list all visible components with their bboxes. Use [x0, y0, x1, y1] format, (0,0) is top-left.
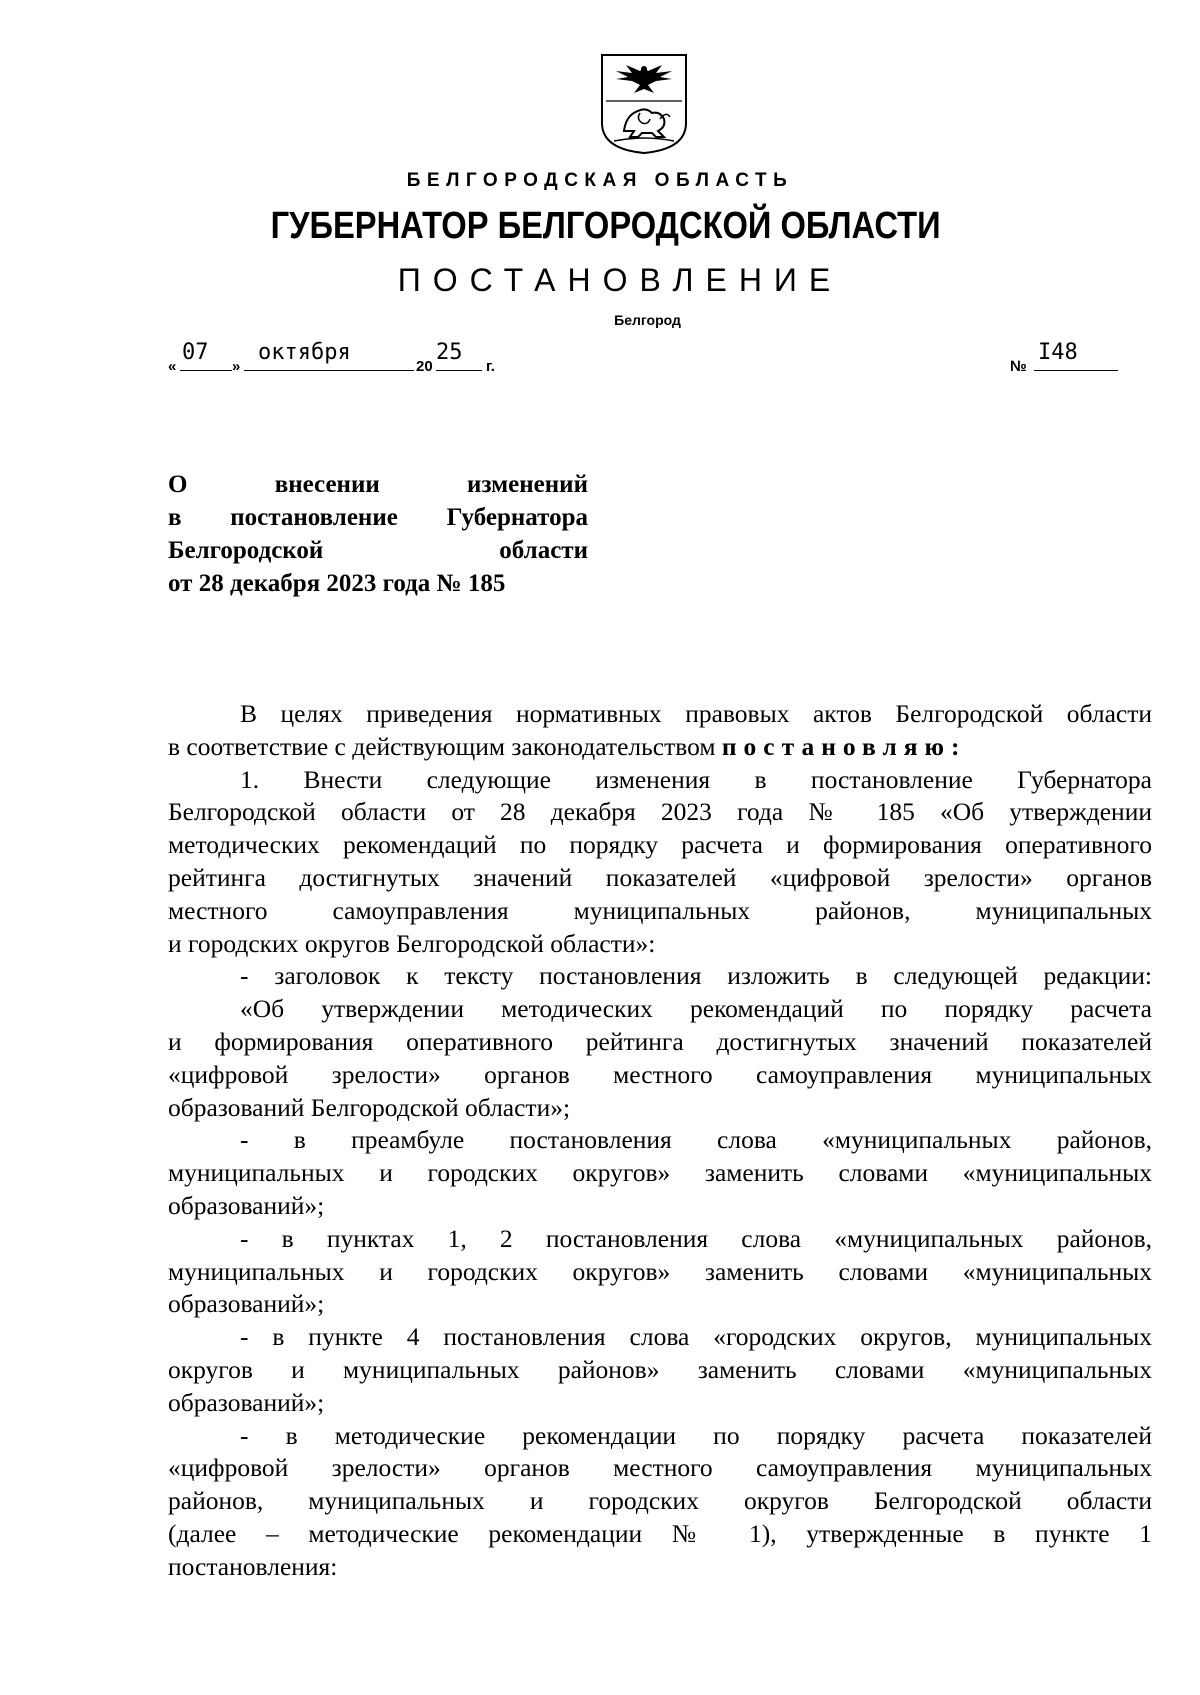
body-line: - в пункте 4 постановления слова «городских округов, муниципальных	[240, 1322, 1152, 1352]
number-label: №	[1010, 358, 1027, 375]
region-name: БЕЛГОРОДСКАЯ ОБЛАСТЬ	[406, 170, 794, 191]
body-line: образований»;	[168, 1190, 325, 1220]
date-year-abbr: г.	[486, 358, 495, 375]
month-underline	[244, 370, 414, 371]
body-line: образований»;	[168, 1289, 325, 1319]
date-month: октября	[258, 340, 351, 365]
date-year-prefix: 20	[416, 358, 433, 375]
date-line	[168, 340, 1118, 376]
date-open-quote: «	[168, 358, 177, 375]
document-title	[168, 468, 588, 600]
body-line: образований Белгородской области»;	[168, 1092, 571, 1122]
body-line: «цифровой зрелости» органов местного самоуправления муниципальных	[168, 1059, 1152, 1089]
coat-of-arms-emblem	[600, 53, 688, 155]
title-line: О внесении изменений	[168, 471, 588, 498]
body-line: Белгородской области от 28 декабря 2023 года № 185 «Об утверждении	[168, 797, 1152, 827]
body-line: «Об утверждении методических рекомендаций по порядку расчета	[240, 994, 1152, 1024]
body-line: муниципальных и городских округов» заменить словами «муниципальных	[168, 1256, 1152, 1286]
body-line: - заголовок к тексту постановления изложить в следующей редакции:	[240, 961, 1152, 991]
body-line: - в методические рекомендации по порядку расчета показателей	[240, 1420, 1152, 1450]
decree-verb: постановляю:	[721, 731, 967, 761]
title-line: Белгородской области	[168, 537, 588, 564]
authority-title: ГУБЕРНАТОР БЕЛГОРОДСКОЙ ОБЛАСТИ	[270, 205, 941, 247]
body-line: методических рекомендаций по порядку расчета и формирования оперативного	[168, 830, 1152, 860]
body-text: в соответствие с действующим законодательством	[168, 731, 716, 761]
document-body	[168, 698, 1152, 1584]
body-line: округов и муниципальных районов» заменить словами «муниципальных	[168, 1354, 1152, 1384]
number-underline	[1034, 370, 1118, 371]
body-line: и городских округов Белгородской области»:	[168, 928, 656, 958]
date-day: 07	[182, 340, 209, 365]
body-line: образований»;	[168, 1387, 325, 1417]
year-underline	[436, 370, 482, 371]
document-type: ПОСТАНОВЛЕНИЕ	[397, 262, 843, 298]
body-line: районов, муниципальных и городских округов Белгородской области	[168, 1486, 1152, 1516]
body-line: местного самоуправления муниципальных районов, муниципальных	[168, 895, 1152, 925]
city-name: Белгород	[614, 312, 681, 328]
date-year-suffix: 25	[436, 340, 463, 365]
decree-number: I48	[1038, 340, 1078, 365]
body-line: муниципальных и городских округов» заменить словами «муниципальных	[168, 1158, 1152, 1188]
date-close-quote: »	[232, 358, 241, 375]
body-line: - в пунктах 1, 2 постановления слова «муниципальных районов,	[240, 1223, 1152, 1253]
body-line: рейтинга достигнутых значений показателей «цифровой зрелости» органов	[168, 862, 1152, 892]
body-line: постановления:	[168, 1551, 338, 1581]
body-line: (далее – методические рекомендации № 1), утвержденные в пункте 1	[168, 1518, 1152, 1548]
title-line: от 28 декабря 2023 года № 185	[168, 570, 506, 597]
day-underline	[180, 370, 232, 371]
body-line	[168, 731, 1152, 764]
body-line: - в преамбуле постановления слова «муниципальных районов,	[240, 1125, 1152, 1155]
body-line: «цифровой зрелости» органов местного самоуправления муниципальных	[168, 1453, 1152, 1483]
title-line: в постановление Губернатора	[168, 504, 588, 531]
body-line: и формирования оперативного рейтинга достигнутых значений показателей	[168, 1026, 1152, 1056]
body-line: 1. Внести следующие изменения в постановление Губернатора	[240, 764, 1152, 794]
body-line: В целях приведения нормативных правовых актов Белгородской области	[240, 699, 1152, 728]
